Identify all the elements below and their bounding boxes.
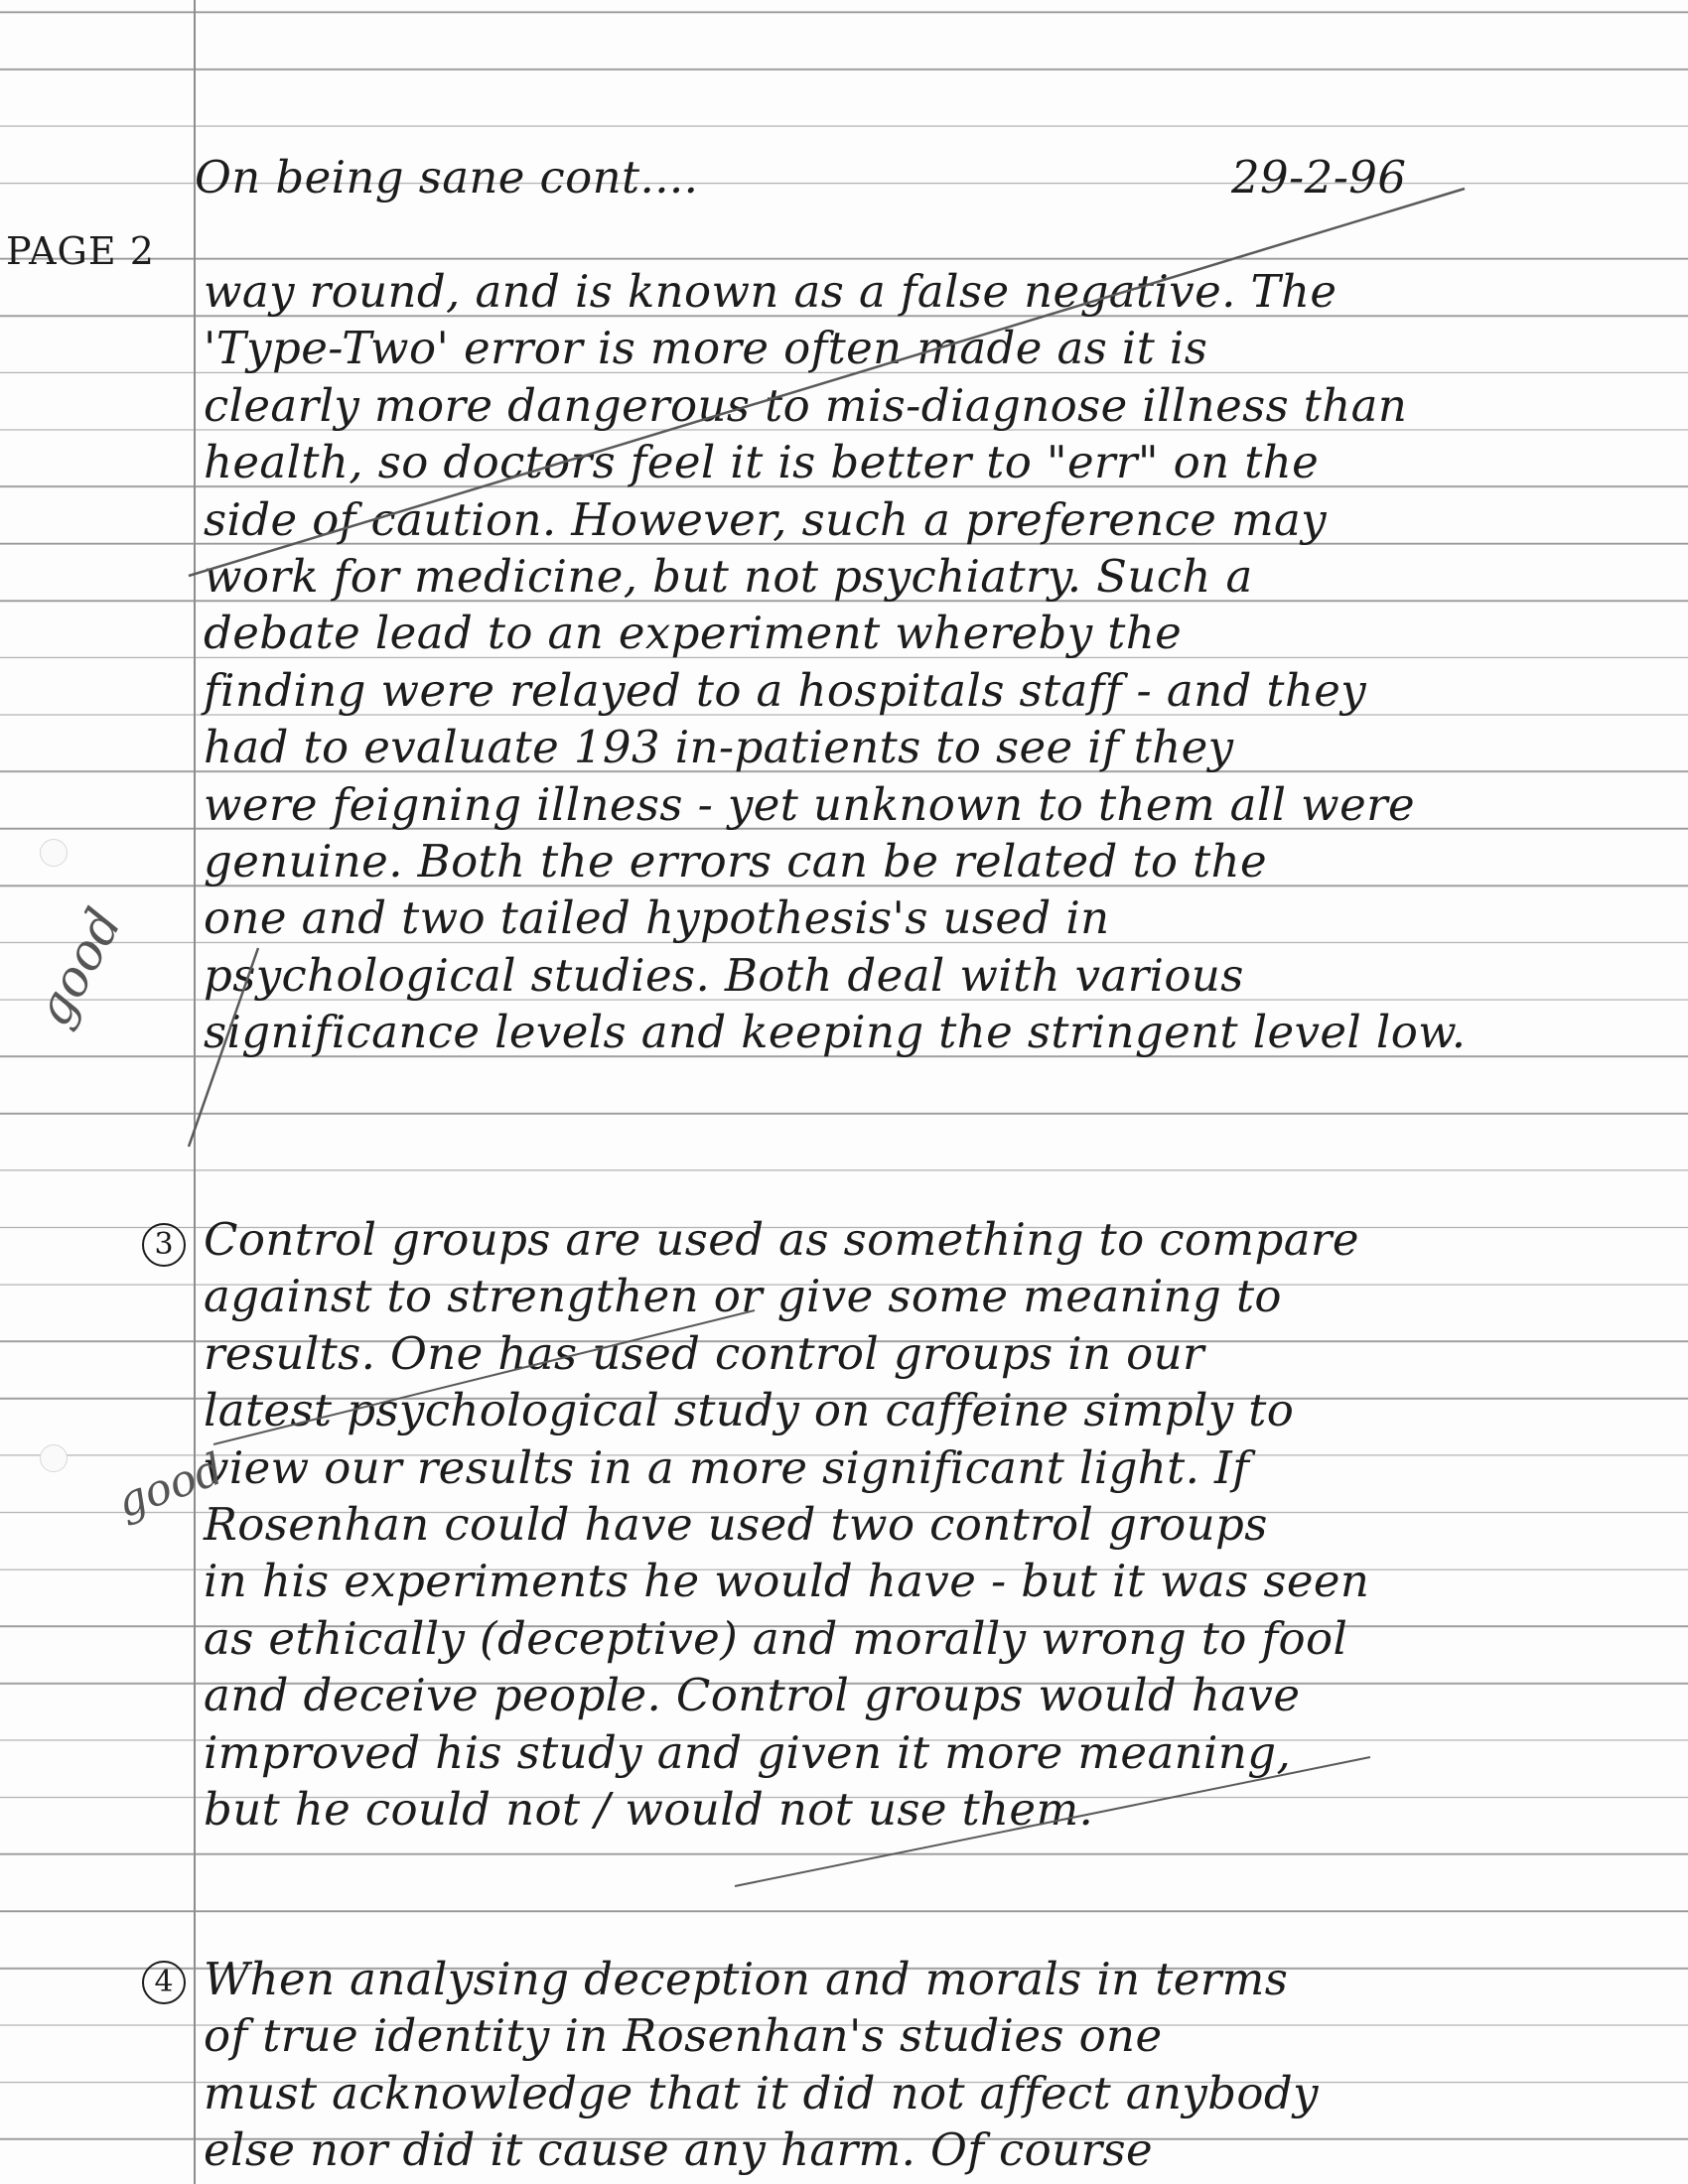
marker-note-good: good bbox=[110, 1443, 230, 1529]
page-title: On being sane cont.... bbox=[195, 151, 699, 204]
handwritten-line: in his experiments he would have - but it was seen bbox=[204, 1555, 1370, 1608]
page-label: PAGE 2 bbox=[6, 229, 155, 273]
marker-note-good: good bbox=[24, 898, 133, 1035]
marker-stroke bbox=[189, 189, 1465, 576]
handwritten-line: work for medicine, but not psychiatry. Such a bbox=[204, 549, 1253, 603]
handwritten-line: as ethically (deceptive) and morally wrong to fool bbox=[204, 1611, 1348, 1665]
handwritten-line: had to evaluate 193 in-patients to see if they bbox=[204, 721, 1234, 774]
handwritten-line: Control groups are used as something to compare bbox=[204, 1213, 1359, 1266]
handwritten-line: 'Type-Two' error is more often made as it is bbox=[204, 322, 1208, 375]
handwritten-line: side of caution. However, such a preference may bbox=[204, 492, 1328, 546]
handwritten-line: way round, and is known as a false negative. The bbox=[204, 265, 1337, 318]
handwritten-line: of true identity in Rosenhan's studies one bbox=[204, 2009, 1163, 2063]
handwritten-line: finding were relayed to a hospitals staff - and they bbox=[204, 663, 1367, 717]
answer-number-4: 4 bbox=[142, 1961, 186, 2004]
marker-stroke bbox=[735, 1757, 1370, 1886]
handwritten-line: clearly more dangerous to mis-diagnose illness than bbox=[204, 378, 1408, 432]
handwritten-line: but he could not / would not use them. bbox=[204, 1782, 1094, 1836]
handwritten-line: improved his study and given it more meaning, bbox=[204, 1725, 1292, 1779]
handwritten-line: and deceive people. Control groups would have bbox=[204, 1669, 1301, 1722]
marker-stroke bbox=[213, 1310, 755, 1444]
handwritten-line: Rosenhan could have used two control groups bbox=[204, 1497, 1268, 1551]
handwritten-line: genuine. Both the errors can be related to the bbox=[204, 834, 1268, 887]
handwritten-line: were feigning illness - yet unknown to them all were bbox=[204, 777, 1416, 831]
handwritten-line: significance levels and keeping the stringent level low. bbox=[204, 1006, 1467, 1059]
handwritten-line: must acknowledge that it did not affect anybody bbox=[204, 2066, 1319, 2119]
handwritten-line: psychological studies. Both deal with various bbox=[204, 948, 1244, 1002]
handwritten-line: one and two tailed hypothesis's used in bbox=[204, 891, 1110, 945]
handwritten-line: else nor did it cause any harm. Of course bbox=[204, 2123, 1153, 2177]
handwritten-line: view our results in a more significant light. If bbox=[204, 1440, 1250, 1494]
marker-stroke bbox=[189, 948, 258, 1147]
handwritten-line: results. One has used control groups in our bbox=[204, 1326, 1204, 1380]
handwritten-line: When analysing deception and morals in terms bbox=[204, 1953, 1289, 2005]
handwritten-line: debate lead to an experiment whereby the bbox=[204, 607, 1183, 660]
answer-number-3: 3 bbox=[142, 1223, 186, 1267]
date-text: 29-2-96 bbox=[1231, 151, 1407, 204]
handwritten-line: against to strengthen or give some meaning to bbox=[204, 1270, 1282, 1323]
handwritten-line: latest psychological study on caffeine simply to bbox=[204, 1384, 1295, 1437]
handwritten-line: health, so doctors feel it is better to "err" on the bbox=[204, 436, 1320, 489]
